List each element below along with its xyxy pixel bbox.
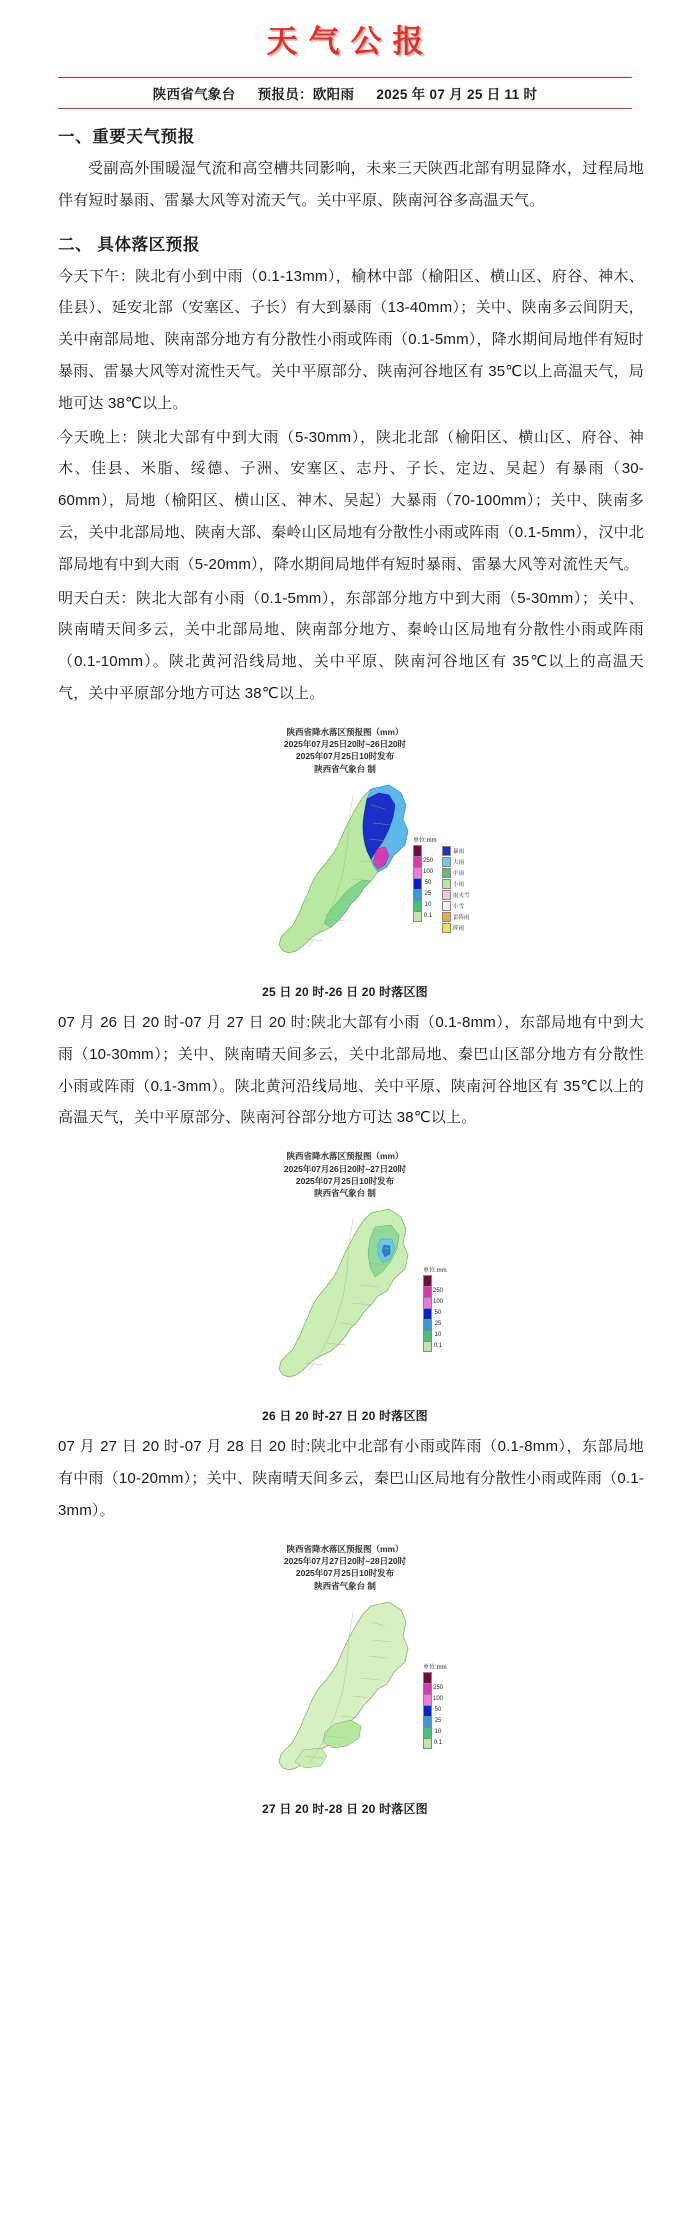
map-2-title-line-2: 2025年07月26日20时~27日20时 — [283, 1163, 407, 1174]
legend-label-250: 250 — [433, 1685, 444, 1692]
map-1-title-line-1: 陕西省降水落区预报图（mm） — [286, 726, 404, 737]
map-2-caption: 26 日 20 时-27 日 20 时落区图 — [262, 1409, 428, 1424]
byline — [58, 83, 632, 103]
issue-time: 2025 年 07 月 25 日 11 时 — [376, 87, 538, 102]
masthead — [0, 0, 690, 71]
map-card-2 — [175, 1146, 515, 1424]
map-3-title-line-4: 陕西省气象台 制 — [314, 1580, 376, 1591]
shaanxi-precip-map-2 — [175, 1199, 515, 1404]
page-title: 天气公报 — [266, 24, 435, 59]
legend-label-100: 100 — [433, 1299, 444, 1306]
forecast-27-to-28: 07 月 27 日 20 时-07 月 28 日 20 时:陕北中北部有小雨或阵雨（0.1-8mm），东部局地有中雨（10-20mm）；关中、陕南晴天间多云，秦巴山区局地有分散性小雨或阵雨（0.1-3mm）。 — [58, 1438, 644, 1520]
legend-swatch-50 — [413, 878, 422, 889]
map-1-legend — [413, 835, 470, 933]
map-1-title — [175, 722, 515, 775]
legend-label-01: 0.1 — [433, 1343, 443, 1350]
legend-swatch-01 — [423, 1341, 432, 1352]
legend-label-100: 100 — [423, 869, 434, 875]
map-1-title-line-2: 2025年07月25日20时~26日20时 — [283, 739, 407, 750]
legend-label-blank — [432, 1275, 443, 1286]
map-3-canvas — [175, 1592, 515, 1797]
section-1-paragraph: 受副高外围暖湿气流和高空槽共同影响，未来三天陕西北部有明显降水，过程局地伴有短时暴雨、雷暴大风等对流天气。关中平原、陕南河谷多高温天气。 — [58, 160, 644, 209]
issuing-office: 陕西省气象台 — [152, 87, 236, 102]
legend-swatch-10 — [413, 900, 422, 911]
forecast-tomorrow-daytime: 明天白天：陕北大部有小雨（0.1-5mm），东部部分地方中到大雨（5-30mm）；关中、陕南晴天间多云，关中北部局地、陕南部分地方、秦岭山区局地有分散性小雨或阵雨（0.1-10mm）。陕北黄河沿线局地、关中平原、陕南河谷地区有 35℃以上的高温天气，关中平原部分地方可达 38℃以上。 — [58, 589, 644, 702]
legend-category-xiaoyu: 小雨 — [442, 878, 470, 889]
map-2-legend-unit: 单位:mm — [423, 1268, 447, 1275]
map-2-title-line-3: 2025年07月25日10时发布 — [295, 1175, 395, 1186]
map-2-title — [175, 1146, 515, 1199]
legend-swatch-250 — [423, 1683, 432, 1694]
map-2-legend-labels — [432, 1275, 443, 1352]
legend-label-10: 10 — [434, 1332, 442, 1339]
legend-swatch-50 — [423, 1705, 432, 1716]
map-3-title-line-1: 陕西省降水落区预报图（mm） — [286, 1543, 404, 1554]
forecaster: 预报员：欧阳雨 — [257, 87, 355, 102]
map-2-legend-scale — [423, 1275, 432, 1352]
legend-label-01: 0.1 — [423, 913, 433, 919]
map-1-legend-labels — [422, 845, 433, 922]
section-2-heading: 二、 具体落区预报 — [58, 235, 200, 254]
map-card-3 — [175, 1539, 515, 1817]
map-3-caption: 27 日 20 时-28 日 20 时落区图 — [262, 1802, 428, 1817]
map-card-1 — [175, 722, 515, 1000]
legend-swatch-250plus — [413, 845, 422, 856]
legend-swatch-25 — [413, 889, 422, 900]
legend-label-10: 10 — [434, 1729, 442, 1736]
legend-label-50: 50 — [424, 880, 432, 886]
map-3-legend — [423, 1662, 447, 1749]
forecast-26-to-27: 07 月 26 日 20 时-07 月 27 日 20 时:陕北大部有小雨（0.1-8mm），东部局地有中到大雨（10-30mm）；关中、陕南晴天间多云，关中北部局地、秦巴山区部分地方有分散性小雨或阵雨（0.1-3mm）。陕北黄河沿线局地、关中平原、陕南河谷地区有 35℃以上的高温天气，关中平原部分、陕南河谷部分地方可达 38℃以上。 — [58, 1014, 644, 1127]
legend-category-zhongyu: 中雨 — [442, 867, 470, 878]
map-1-legend-scale — [413, 845, 422, 922]
section-1-heading: 一、重要天气预报 — [58, 128, 195, 146]
legend-label-250: 250 — [433, 1288, 444, 1295]
map-2-canvas — [175, 1199, 515, 1404]
legend-swatch-250 — [423, 1286, 432, 1297]
legend-swatch-25 — [423, 1716, 432, 1727]
map-3-title — [175, 1539, 515, 1592]
figure-map-2 — [0, 1146, 690, 1425]
map-2-legend — [423, 1265, 447, 1352]
legend-label-50: 50 — [434, 1310, 442, 1317]
legend-swatch-250plus — [423, 1275, 432, 1286]
legend-swatch-10 — [423, 1727, 432, 1738]
forecast-tonight: 今天晚上：陕北大部有中到大雨（5-30mm），陕北北部（榆阳区、横山区、府谷、神木、佳县、米脂、绥德、子洲、安塞区、志丹、子长、定边、吴起）有暴雨（30-60mm），局地（榆阳区、横山区、神木、吴起）大暴雨（70-100mm）；关中、陕南多云，关中北部局地、陕南大部、秦岭山区局地有分散性小雨或阵雨（0.1-5mm），汉中北部局地有中到大雨（5-20mm），降水期间局地伴有短时暴雨、雷暴大风等对流性天气。 — [58, 428, 644, 573]
legend-label-50: 50 — [434, 1707, 442, 1714]
legend-label-25: 25 — [434, 1321, 442, 1328]
legend-category-zhenyu: 阵雨 — [442, 922, 470, 933]
map-1-legend-categories — [442, 835, 470, 933]
byline-bar — [58, 77, 632, 109]
legend-label-01: 0.1 — [433, 1740, 443, 1747]
legend-swatch-250plus — [423, 1672, 432, 1683]
map-1-caption: 25 日 20 时-26 日 20 时落区图 — [262, 985, 428, 999]
legend-swatch-01 — [413, 911, 422, 922]
legend-swatch-01 — [423, 1738, 432, 1749]
legend-category-xiaoxue: 小雪 — [442, 900, 470, 911]
map-3-legend-scale — [423, 1672, 432, 1749]
map-1-title-line-4: 陕西省气象台 制 — [314, 763, 376, 774]
figure-map-1 — [0, 722, 690, 1001]
legend-swatch-25 — [423, 1319, 432, 1330]
map-3-title-line-3: 2025年07月25日10时发布 — [295, 1568, 395, 1579]
legend-category-dayu: 大雨 — [442, 856, 470, 867]
legend-swatch-50 — [423, 1308, 432, 1319]
legend-swatch-100 — [413, 867, 422, 878]
legend-swatch-100 — [423, 1694, 432, 1705]
legend-swatch-10 — [423, 1330, 432, 1341]
legend-label-100: 100 — [433, 1696, 444, 1703]
map-1-legend-unit: 单位:mm — [413, 838, 437, 844]
legend-label-25: 25 — [434, 1718, 442, 1725]
legend-label-250: 250 — [423, 858, 434, 864]
legend-swatch-250 — [413, 856, 422, 867]
figure-map-3 — [0, 1539, 690, 1818]
legend-label-blank — [432, 1672, 443, 1683]
map-3-title-line-2: 2025年07月27日20时~28日20时 — [283, 1556, 407, 1567]
legend-category-leizhenyu: 雷阵雨 — [442, 911, 470, 922]
legend-label-10: 10 — [424, 902, 432, 908]
legend-category-yujiaxue: 雨夹雪 — [442, 889, 470, 900]
shaanxi-precip-map-3 — [175, 1592, 515, 1797]
map-2-title-line-4: 陕西省气象台 制 — [314, 1188, 376, 1199]
legend-label-25: 25 — [424, 891, 432, 897]
map-1-title-line-3: 2025年07月25日10时发布 — [295, 751, 395, 762]
legend-label-blank — [422, 845, 433, 856]
map-3-legend-unit: 单位:mm — [423, 1665, 447, 1672]
legend-swatch-100 — [423, 1297, 432, 1308]
map-2-title-line-1: 陕西省降水落区预报图（mm） — [286, 1151, 404, 1162]
map-1-canvas — [175, 775, 515, 980]
map-3-legend-labels — [432, 1672, 443, 1749]
legend-category-baoyu: 暴雨 — [442, 845, 470, 856]
forecast-today-afternoon: 今天下午：陕北有小到中雨（0.1-13mm），榆林中部（榆阳区、横山区、府谷、神木、佳县）、延安北部（安塞区、子长）有大到暴雨（13-40mm）；关中、陕南多云间阴天，关中南部局地、陕南部分地方有分散性小雨或阵雨（0.1-5mm），降水期间局地伴有短时暴雨、雷暴大风等对流性天气。关中平原部分、陕南河谷地区有 35℃以上高温天气，局地可达 38℃以上。 — [58, 267, 644, 412]
